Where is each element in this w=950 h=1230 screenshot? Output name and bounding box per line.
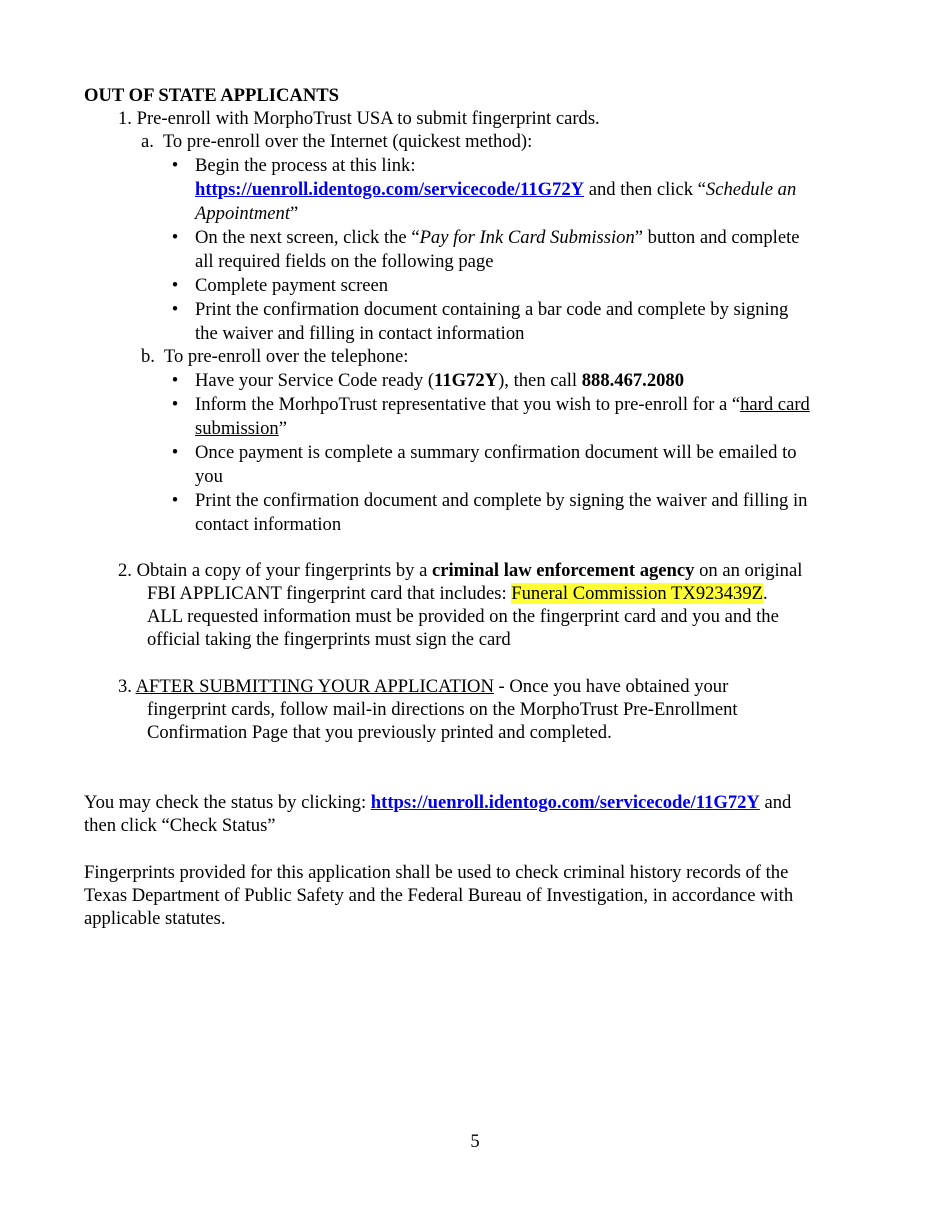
service-code: 11G72Y: [434, 370, 499, 391]
bullet-text-part: ), then call: [498, 370, 582, 391]
bullet-text-italic: Appointment: [195, 203, 291, 224]
bullet-text-part: Inform the MorhpoTrust representative that you wish to pre-enroll for a “: [195, 394, 741, 415]
bullet-text-part: On the next screen, click the “: [195, 227, 420, 248]
bullet-text-part: ”: [278, 418, 287, 439]
section-heading: OUT OF STATE APPLICANTS: [84, 85, 340, 106]
disclaimer-line: Fingerprints provided for this application shall be used to check criminal history records of the: [84, 862, 789, 883]
bullet-text: [195, 369, 684, 393]
page-number: 5: [470, 1131, 480, 1152]
bullet-text: Print the confirmation document and complete by signing the waiver and filling in: [195, 490, 808, 511]
bullet-text: [195, 178, 796, 202]
bullet-text-italic: Schedule an: [705, 179, 797, 200]
check-status-link[interactable]: https://uenroll.identogo.com/servicecode/11G72Y: [370, 792, 760, 813]
service-code-link[interactable]: https://uenroll.identogo.com/servicecode/11G72Y: [195, 179, 585, 200]
step-2-bold: criminal law enforcement agency: [431, 560, 695, 581]
step-2-line: ALL requested information must be provided on the fingerprint card and you and the: [147, 606, 779, 627]
bullet-text-part: Have your Service Code ready (: [195, 370, 435, 391]
step-1a: [141, 130, 532, 154]
step-1a-text: To pre-enroll over the Internet (quickest method):: [162, 131, 533, 152]
step-1: [118, 107, 600, 131]
bullet-icon: •: [171, 227, 179, 248]
step-3-number: 3.: [118, 676, 132, 697]
bullet-text-underlined: hard card: [740, 394, 810, 415]
step-1b-text: To pre-enroll over the telephone:: [163, 346, 409, 367]
bullet-text: the waiver and filling in contact information: [195, 323, 525, 344]
status-text: and: [759, 792, 792, 813]
step-3-text: - Once you have obtained your: [493, 676, 729, 697]
disclaimer-line: Texas Department of Public Safety and the Federal Bureau of Investigation, in accordance with: [84, 885, 794, 906]
bullet-text-italic: Pay for Ink Card Submission: [419, 227, 635, 248]
phone-number: 888.467.2080: [581, 370, 685, 391]
bullet-text: contact information: [195, 514, 342, 535]
bullet-icon: •: [171, 490, 179, 511]
bullet-text: you: [195, 466, 223, 487]
bullet-icon: •: [171, 394, 179, 415]
step-1b: [141, 345, 408, 369]
bullet-text: [195, 226, 800, 250]
step-2-line: official taking the fingerprints must sign the card: [147, 629, 511, 650]
step-2-text: FBI APPLICANT fingerprint card that includes:: [147, 583, 512, 604]
step-2-number: 2.: [118, 560, 132, 581]
bullet-text: [195, 417, 287, 441]
status-line: then click “Check Status”: [84, 815, 276, 836]
step-2-text: on an original: [694, 560, 803, 581]
bullet-text: Begin the process at this link:: [195, 155, 416, 176]
step-1-text: Pre-enroll with MorphoTrust USA to submit fingerprint cards.: [136, 108, 600, 129]
bullet-icon: •: [171, 155, 179, 176]
step-2-text: Obtain a copy of your fingerprints by a: [136, 560, 432, 581]
step-1b-letter: b.: [141, 346, 155, 367]
bullet-text-underlined: submission: [195, 418, 279, 439]
step-3-line: [118, 675, 728, 699]
step-1-number: 1.: [118, 108, 132, 129]
bullet-icon: •: [171, 299, 179, 320]
bullet-text: Print the confirmation document containing a bar code and complete by signing: [195, 299, 789, 320]
bullet-text-part: ” button and complete: [634, 227, 800, 248]
bullet-text-part: and then click “: [584, 179, 706, 200]
disclaimer-line: applicable statutes.: [84, 908, 226, 929]
bullet-icon: •: [171, 370, 179, 391]
bullet-text: [195, 202, 298, 226]
bullet-text: Once payment is complete a summary confirmation document will be emailed to: [195, 442, 797, 463]
step-2-line: [118, 559, 802, 583]
step-3-underlined: AFTER SUBMITTING YOUR APPLICATION: [135, 676, 494, 697]
bullet-text: Complete payment screen: [195, 275, 389, 296]
step-2-line: [147, 582, 768, 606]
bullet-text: [195, 393, 810, 417]
highlighted-commission-code: Funeral Commission TX923439Z: [511, 583, 763, 604]
step-3-line: Confirmation Page that you previously printed and completed.: [147, 722, 612, 743]
bullet-text-part: ”: [290, 203, 299, 224]
bullet-icon: •: [171, 442, 179, 463]
step-3-line: fingerprint cards, follow mail-in directions on the MorphoTrust Pre-Enrollment: [147, 699, 738, 720]
bullet-icon: •: [171, 275, 179, 296]
step-1a-letter: a.: [141, 131, 154, 152]
step-2-text: .: [762, 583, 768, 604]
status-text: You may check the status by clicking:: [84, 792, 371, 813]
bullet-text: all required fields on the following page: [195, 251, 494, 272]
status-line: [84, 791, 791, 815]
